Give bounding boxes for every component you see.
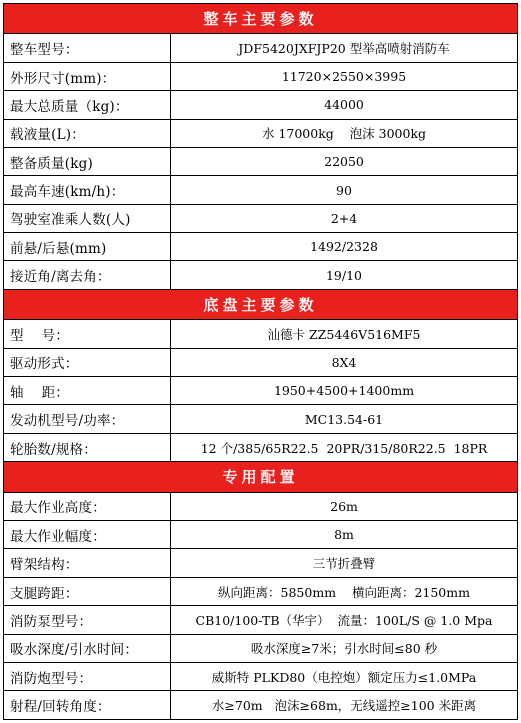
spec-value: 2+4 — [171, 204, 518, 232]
spec-label: 最大作业高度： — [4, 492, 171, 520]
spec-label: 轴 距： — [4, 377, 171, 405]
spec-table — [3, 3, 518, 720]
spec-row — [4, 521, 518, 549]
spec-label: 消防泵型号： — [4, 606, 171, 634]
spec-label: 臂架结构： — [4, 549, 171, 577]
spec-row — [4, 348, 518, 376]
spec-row — [4, 549, 518, 577]
spec-value: MC13.54-61 — [171, 405, 518, 433]
spec-value: 90 — [171, 176, 518, 204]
spec-label: 型 号： — [4, 320, 171, 348]
spec-label: 接近角/离去角： — [4, 261, 171, 289]
spec-label: 轮胎数/规格： — [4, 433, 171, 461]
spec-label: 整车型号： — [4, 34, 171, 62]
spec-row — [4, 662, 518, 690]
spec-label: 最大总质量（kg)： — [4, 91, 171, 119]
spec-label: 前悬/后悬(mm) — [4, 233, 171, 261]
spec-value: 19/10 — [171, 261, 518, 289]
spec-row — [4, 176, 518, 204]
spec-value: 水 17000kg 泡沫 3000kg — [171, 119, 518, 147]
spec-value: 1950+4500+1400mm — [171, 377, 518, 405]
spec-row — [4, 320, 518, 348]
spec-value: 26m — [171, 492, 518, 520]
spec-label: 发动机型号/功率： — [4, 405, 171, 433]
spec-value: 汕德卡 ZZ5446V516MF5 — [171, 320, 518, 348]
spec-label: 最大作业幅度： — [4, 521, 171, 549]
spec-row — [4, 405, 518, 433]
spec-label: 吸水深度/引水时间： — [4, 634, 171, 662]
spec-row — [4, 261, 518, 289]
section-header — [4, 289, 518, 319]
section-header — [4, 4, 518, 34]
spec-label: 整备质量(kg) — [4, 147, 171, 175]
spec-label: 载液量(L)： — [4, 119, 171, 147]
spec-label: 射程/回转角度： — [4, 691, 171, 720]
spec-value: 44000 — [171, 91, 518, 119]
spec-row — [4, 204, 518, 232]
spec-row — [4, 492, 518, 520]
spec-row — [4, 34, 518, 62]
spec-row — [4, 119, 518, 147]
spec-row — [4, 433, 518, 461]
spec-label: 最高车速(km/h)： — [4, 176, 171, 204]
spec-label: 支腿跨距： — [4, 577, 171, 605]
spec-value: 22050 — [171, 147, 518, 175]
spec-row — [4, 147, 518, 175]
spec-value: 1492/2328 — [171, 233, 518, 261]
spec-row — [4, 62, 518, 90]
section-header — [4, 462, 518, 492]
spec-value: 8X4 — [171, 348, 518, 376]
spec-row — [4, 634, 518, 662]
spec-value: CB10/100-TB（华宇） 流量：100L/S @ 1.0 Mpa — [171, 606, 518, 634]
spec-value: 吸水深度≥7米；引水时间≤80 秒 — [171, 634, 518, 662]
spec-row — [4, 691, 518, 720]
spec-value: 8m — [171, 521, 518, 549]
spec-label: 驾驶室准乘人数(人) — [4, 204, 171, 232]
spec-label: 驱动形式： — [4, 348, 171, 376]
spec-value: JDF5420JXFJP20 型举高喷射消防车 — [171, 34, 518, 62]
spec-value: 威斯特 PLKD80（电控炮）额定压力≤1.0MPa — [171, 662, 518, 690]
spec-value: 纵向距离：5850mm 横向距离：2150mm — [171, 577, 518, 605]
spec-row — [4, 606, 518, 634]
spec-value: 水≥70m 泡沫≥68m，无线遥控≥100 米距离 — [171, 691, 518, 720]
section-title: 整车主要参数 — [4, 4, 518, 34]
spec-value: 11720×2550×3995 — [171, 62, 518, 90]
spec-row — [4, 233, 518, 261]
spec-value: 12 个/385/65R22.5 20PR/315/80R22.5 18PR — [171, 433, 518, 461]
spec-label: 消防炮型号： — [4, 662, 171, 690]
spec-row — [4, 377, 518, 405]
spec-row — [4, 577, 518, 605]
spec-label: 外形尺寸(mm)： — [4, 62, 171, 90]
spec-value: 三节折叠臂 — [171, 549, 518, 577]
spec-row — [4, 91, 518, 119]
section-title: 专用配置 — [4, 462, 518, 492]
section-title: 底盘主要参数 — [4, 289, 518, 319]
